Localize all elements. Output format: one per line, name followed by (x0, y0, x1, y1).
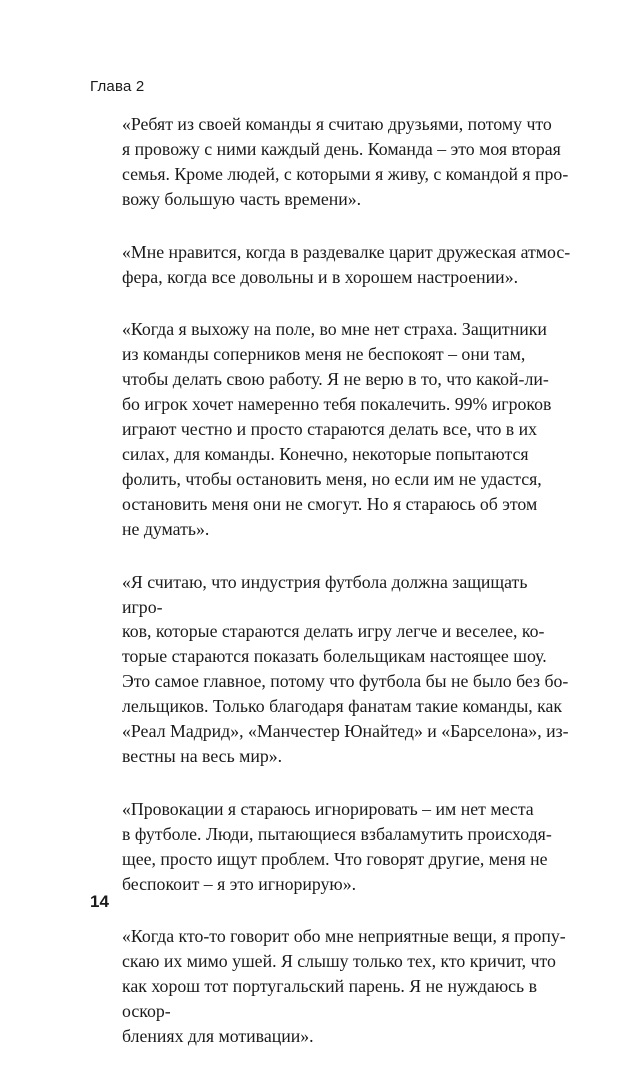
quote-paragraph-5: «Провокации я стараюсь игнорировать – им нет места в футболе. Люди, пытающиеся взбаламутить происходя- щее, просто ищут проблем. Что говорят другие, меня не беспокоит – я это игнорирую». (122, 798, 552, 894)
quote-paragraph-2: «Мне нравится, когда в раздевалке царит дружеская атмос- фера, когда все довольны и в хорошем настроении». (122, 241, 571, 287)
quote-paragraph-3: «Когда я выхожу на поле, во мне нет страха. Защитники из команды соперников меня не беспокоят – они там, чтобы делать свою работу. Я не верю в то, что какой-ли- бо игрок хочет намеренно тебя покалечить. 99% игроков играют честно и просто стараются делать все, что в их силах, для команды. Конечно, некоторые попытаются фолить, чтобы остановить меня, но если им не удастся, остановить меня они не смогут. Но я стараюсь об этом не думать». (122, 319, 552, 539)
quote-paragraph-6: «Когда кто-то говорит обо мне неприятные вещи, я пропу- скаю их мимо ушей. Я слышу только тех, кто кричит, что как хорош тот португальский парень. Я не нуждаюсь в оскор- блениях для мотивации». (122, 926, 566, 1047)
page-number: 14 (90, 892, 109, 911)
chapter-header: Глава 2 (90, 78, 145, 95)
quote-paragraph-4: «Я считаю, что индустрия футбола должна защищать игро- ков, которые стараются делать игру легче и веселее, ко- торые стараются показать болельщикам настоящее шоу. Это самое главное, потому что футбола бы не было без бо- лельщиков. Только благодаря фанатам такие команды, как «Реал Мадрид», «Манчестер Юнайтед» и «Барселона», из- вестны на весь мир». (122, 571, 569, 766)
page-body (122, 112, 572, 1077)
quote-paragraph-1: «Ребят из своей команды я считаю друзьями, потому что я провожу с ними каждый день. Команда – это моя вторая семья. Кроме людей, с которыми я живу, с командой я про- вожу большую часть времени». (122, 114, 569, 209)
